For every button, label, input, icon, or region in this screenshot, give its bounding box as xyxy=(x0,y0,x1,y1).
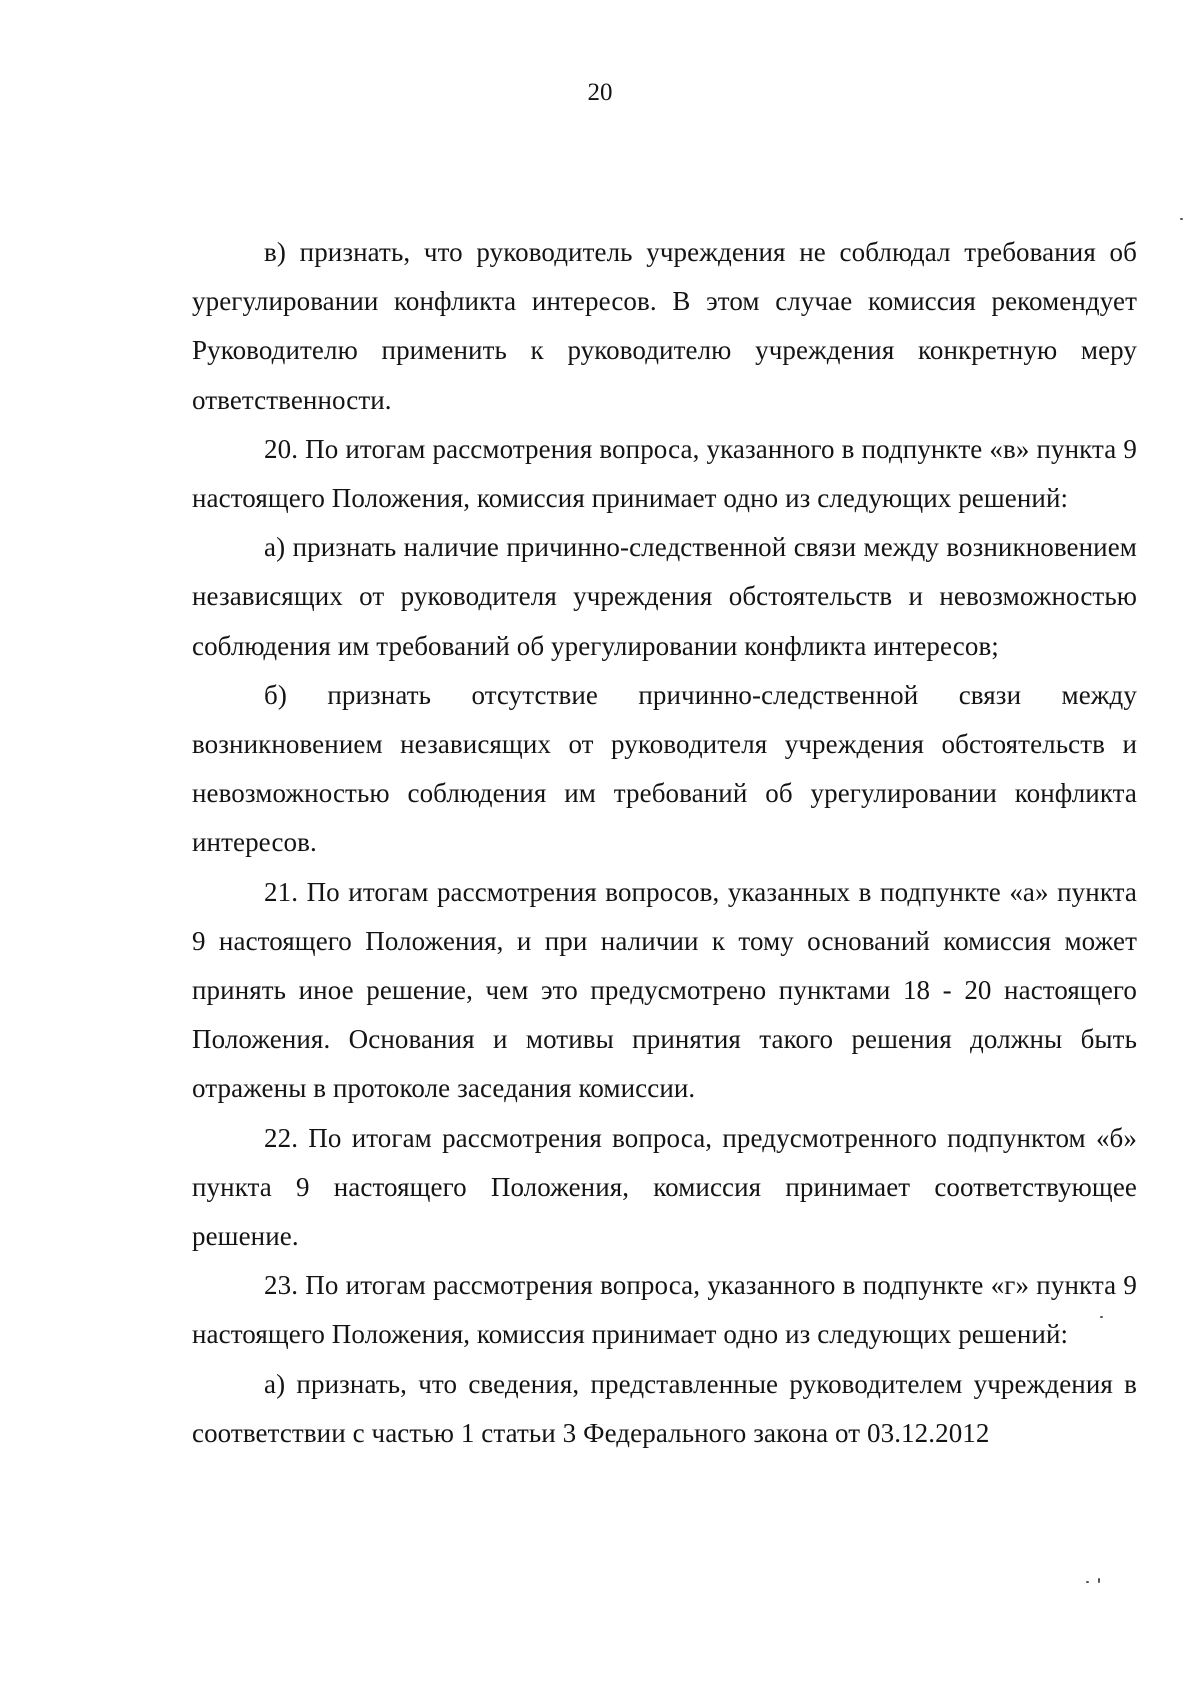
paragraph-23: 23. По итогам рассмотрения вопроса, указанного в подпункте «г» пункта 9 настоящего Положения, комиссия принимает одно из следующих решений: xyxy=(192,1270,1137,1350)
scan-speck xyxy=(1180,218,1183,220)
document-body xyxy=(192,228,1137,1458)
paragraph-23-a: а) признать, что сведения, представленные руководителем учреждения в соответствии с частью 1 статьи 3 Федерального закона от 03.12.2012 xyxy=(192,1368,1137,1448)
scan-speck xyxy=(1100,1316,1103,1318)
paragraph-20-b: б) признать отсутствие причинно-следственной связи между возникновением независящих от руководителя учреждения обстоятельств и невозможностью соблюдения им требований об урегулировании конфликта интересов. xyxy=(192,679,1137,858)
paragraph-21: 21. По итогам рассмотрения вопросов, указанных в подпункте «а» пункта 9 настоящего Положения, и при наличии к тому оснований комиссия может принять иное решение, чем это предусмотрено пунктами 18 - 20 настоящего Положения. Основания и мотивы принятия такого решения должны быть отражены в протоколе заседания комиссии. xyxy=(192,876,1137,1104)
page-number: 20 xyxy=(587,79,613,106)
scan-speck xyxy=(1098,1578,1100,1583)
paragraph-20: 20. По итогам рассмотрения вопроса, указанного в подпункте «в» пункта 9 настоящего Положения, комиссия принимает одно из следующих решений: xyxy=(192,433,1137,514)
paragraph-v-violation: в) признать, что руководитель учреждения не соблюдал требования об урегулировании конфликта интересов. В этом случае комиссия рекомендует Руководителю применить к руководителю учреждения конкретную меру ответственности. xyxy=(192,237,1137,415)
paragraph-20-a: а) признать наличие причинно-следственной связи между возникновением независящих от руководителя учреждения обстоятельств и невозможностью соблюдения им требований об урегулировании конфликта интересов; xyxy=(192,532,1137,661)
paragraph-22: 22. По итогам рассмотрения вопроса, предусмотренного подпунктом «б» пункта 9 настоящего Положения, комиссия принимает соответствующее решение. xyxy=(192,1122,1137,1252)
scan-speck xyxy=(1086,1581,1089,1583)
